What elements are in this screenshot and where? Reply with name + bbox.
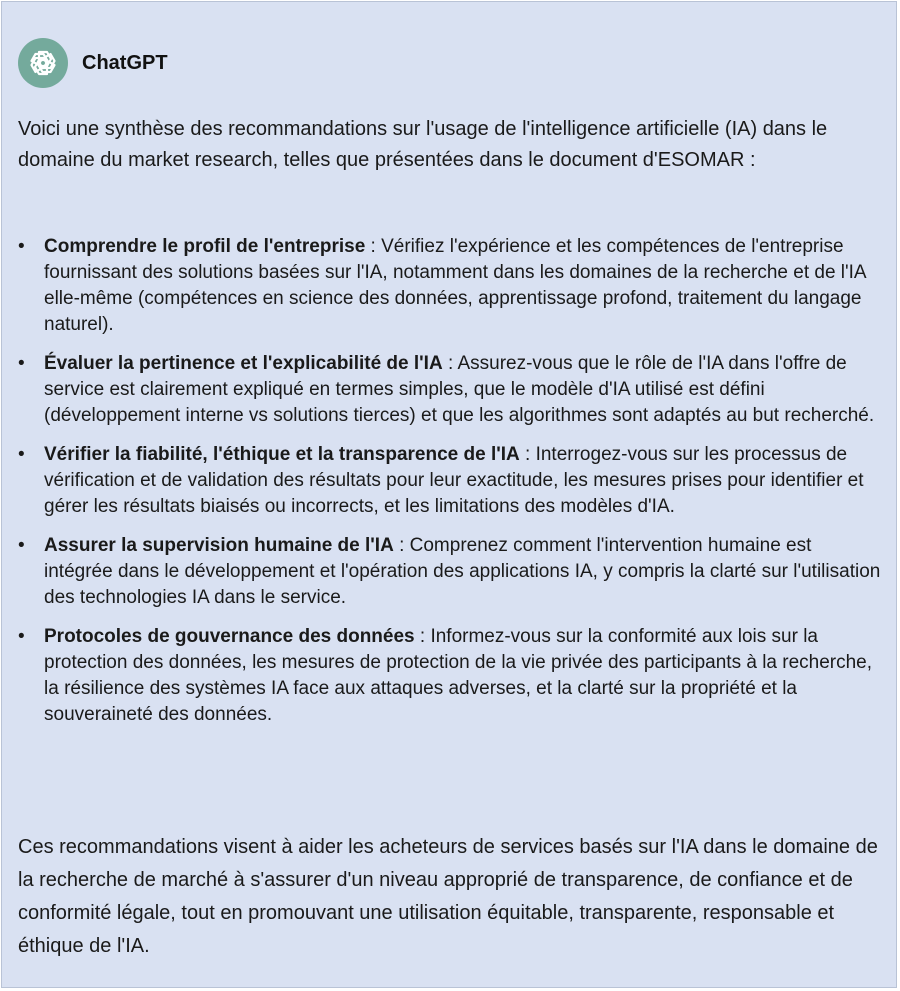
list-item [14,351,884,429]
list-item [14,533,884,611]
list-item-title: Vérifier la fiabilité, l'éthique et la transparence de l'IA [44,444,520,465]
bullet-icon: • [18,535,25,556]
intro-paragraph: Voici une synthèse des recommandations sur l'usage de l'intelligence artificielle (IA) dans le domaine du market research, telles que présentées dans le document d'ESOMAR : [18,118,828,171]
list-item [14,442,884,520]
bullet-icon: • [18,444,25,465]
bullet-icon: • [18,626,25,647]
message-header [18,38,168,88]
list-item-text: : Assurez-vous que le rôle de l'IA dans l'offre de service est clairement expliqué en termes simples, que le modèle d'IA utilisé est défini (développement interne vs solutions tierces) et que les algorithmes sont adaptés au but recherché. [44,353,875,426]
list-item-title: Comprendre le profil de l'entreprise [44,236,366,257]
bullet-icon: • [18,236,25,257]
list-item [14,234,884,338]
list-item-title: Protocoles de gouvernance des données [44,626,415,647]
list-item-text: : Interrogez-vous sur les processus de vérification et de validation des résultats pour leur exactitude, les mesures prises pour identifier et gérer les résultats biaisés ou incorrects, et les limitations des modèles d'IA. [44,444,864,517]
list-item-text: : Vérifiez l'expérience et les compétences de l'entreprise fournissant des solutions basées sur l'IA, notamment dans les domaines de la recherche et de l'IA elle-même (compétences en science des données, apprentissage profond, traitement du langage naturel). [44,236,866,335]
list-item [14,624,884,728]
conclusion-paragraph: Ces recommandations visent à aider les acheteurs de services basés sur l'IA dans le domaine de la recherche de marché à s'assurer d'un niveau approprié de transparence, de confiance et de conformité légale, tout en promouvant une utilisation équitable, transparente, responsable et éthique de l'IA. [18,836,878,957]
list-item-text: : Informez-vous sur la conformité aux lois sur la protection des données, les mesures de protection de la vie privée des participants à la recherche, la résilience des systèmes IA face aux attaques adverses, et la clarté sur la propriété et la souveraineté des données. [44,626,873,725]
list-item-title: Évaluer la pertinence et l'explicabilité de l'IA [44,353,443,374]
list-item-title: Assurer la supervision humaine de l'IA [44,535,394,556]
bullet-icon: • [18,353,25,374]
openai-logo-icon [18,38,68,88]
chat-message-card [1,1,897,988]
author-name: ChatGPT [82,51,168,74]
recommendation-list [14,234,884,741]
list-item-text: : Comprenez comment l'intervention humaine est intégrée dans le développement et l'opération des applications IA, y compris la clarté sur l'utilisation des technologies IA dans le service. [44,535,881,608]
